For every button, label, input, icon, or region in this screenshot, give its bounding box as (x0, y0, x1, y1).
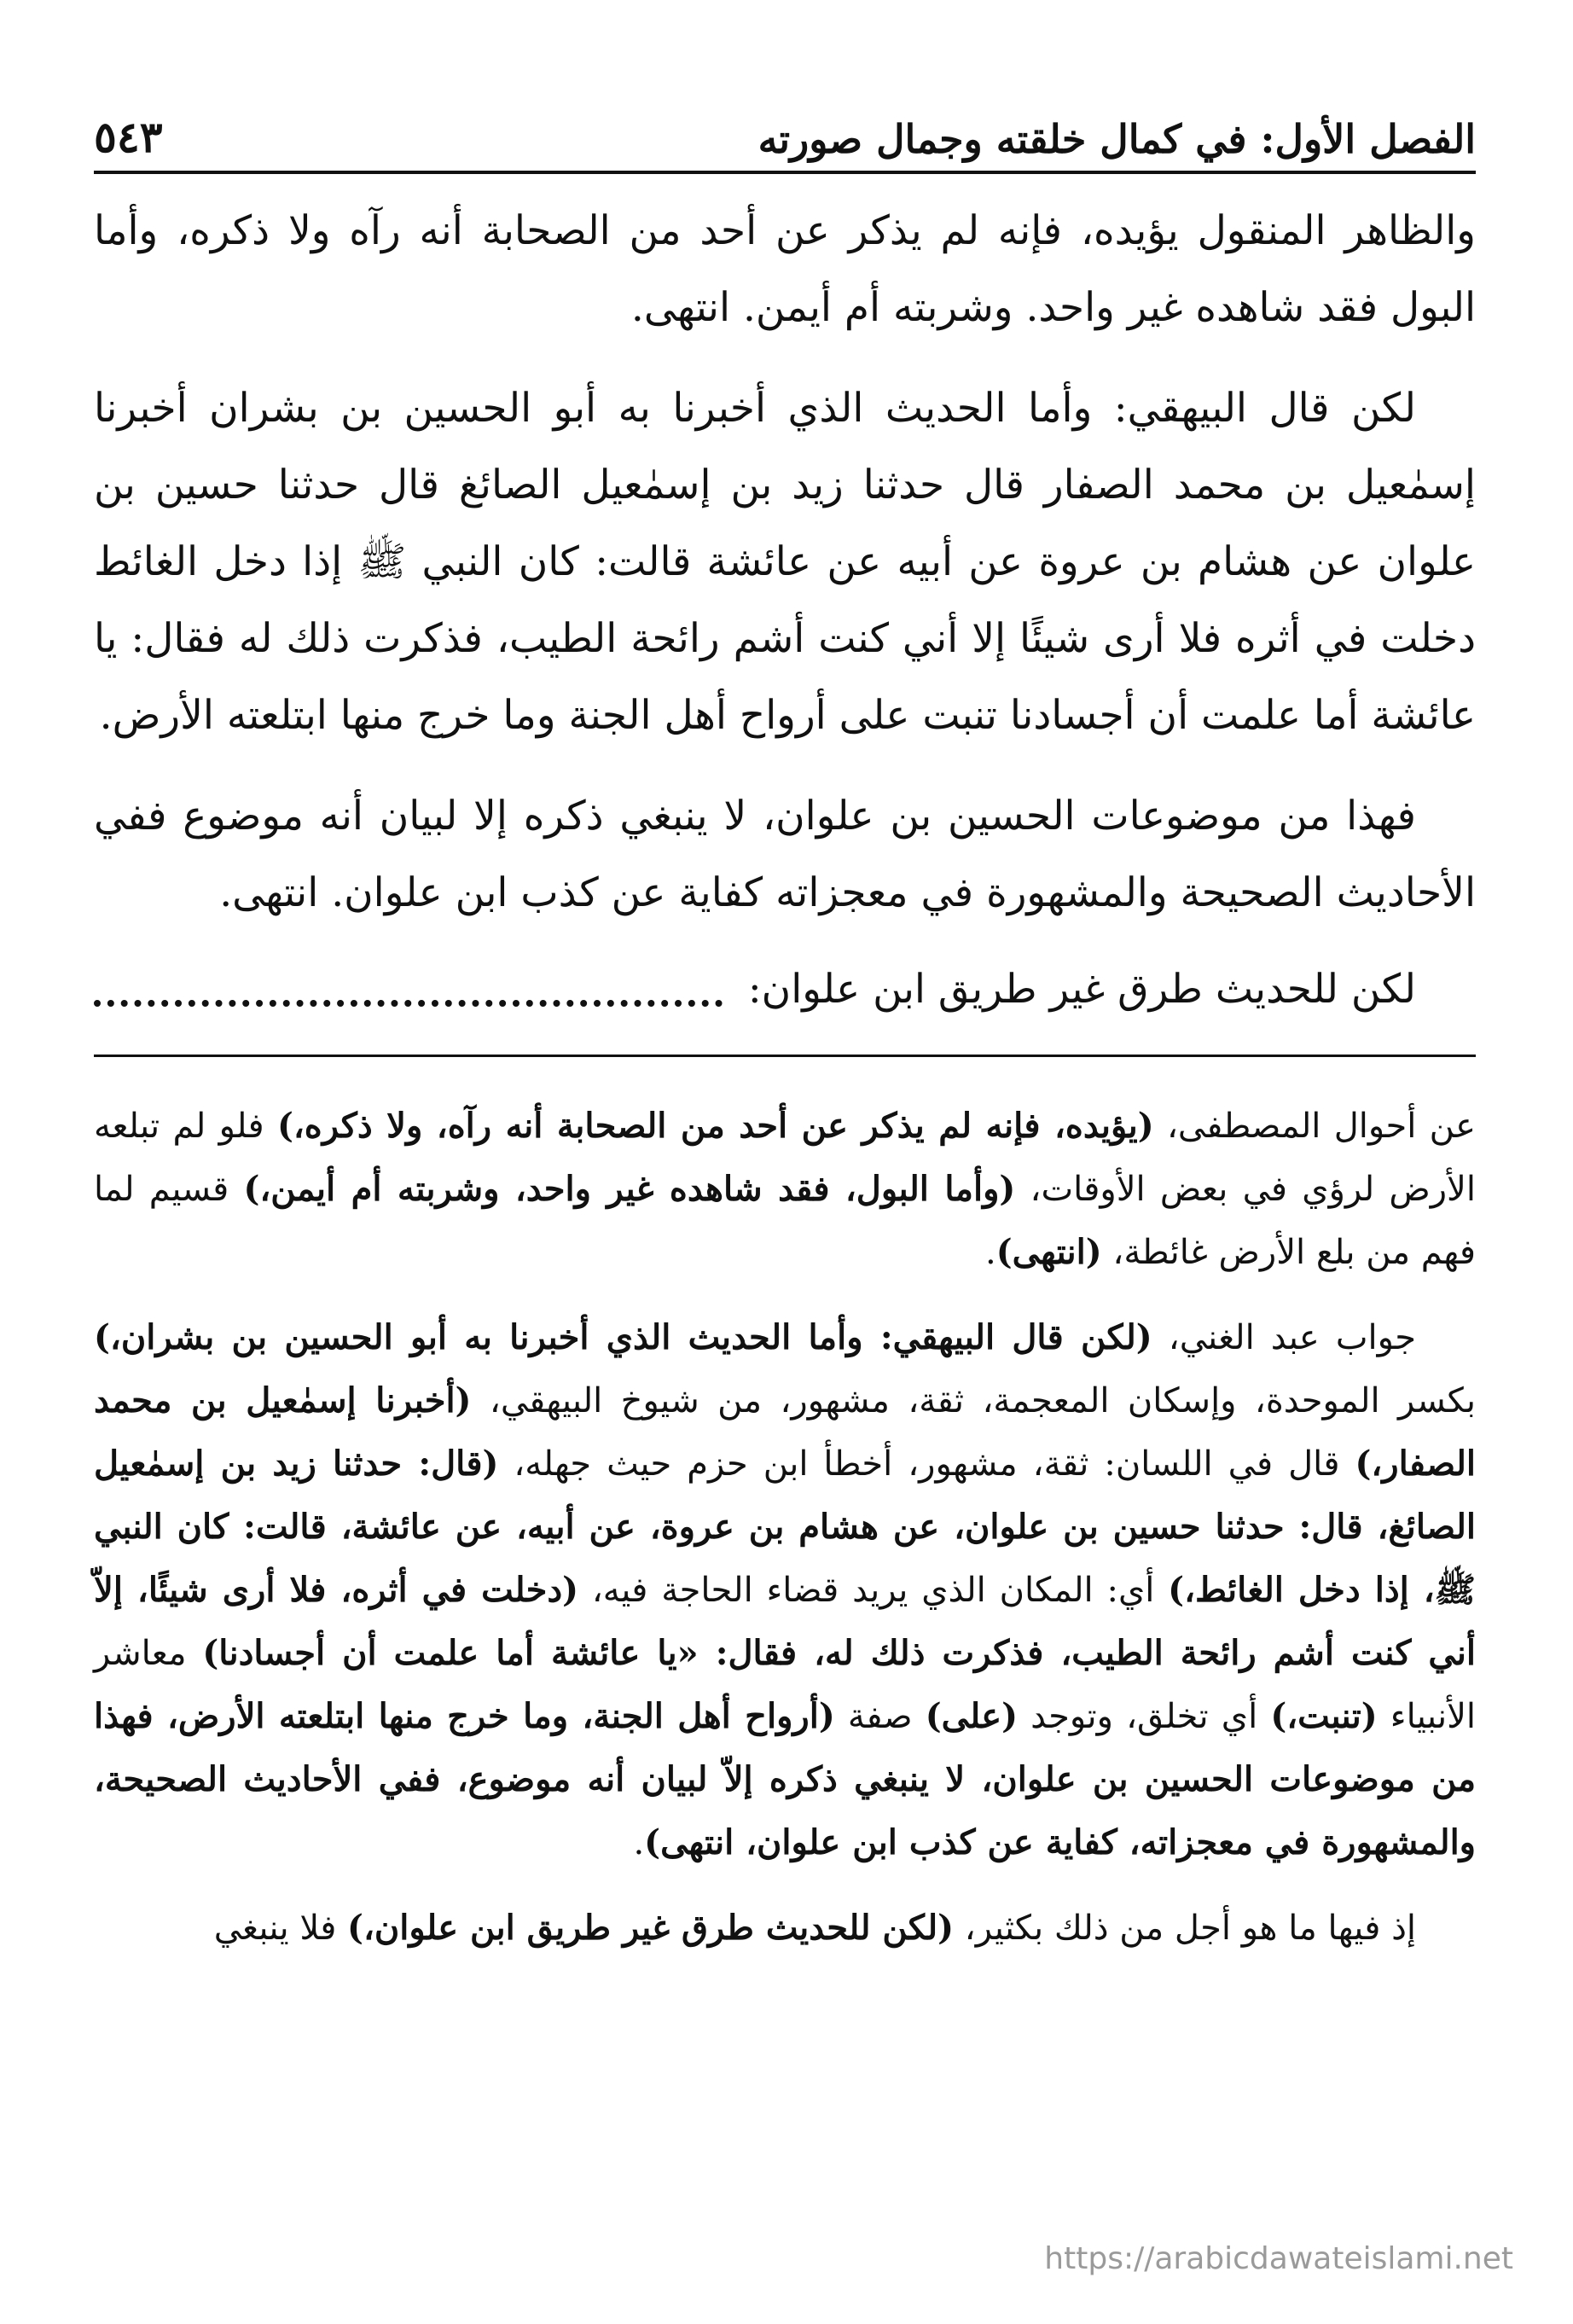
book-page (94, 77, 1476, 2295)
commentary-quote: (انتهى) (995, 1232, 1102, 1272)
commentary-quote: (لكن للحديث طرق غير طريق ابن علوان،) (347, 1908, 955, 1948)
commentary-paragraph-1 (94, 1095, 1476, 1284)
commentary-text: . (985, 1233, 996, 1272)
commentary-text: . (633, 1823, 645, 1862)
commentary-text: جواب عبد الغني، (1152, 1318, 1417, 1357)
commentary-text: معاشر الأنبياء (94, 1634, 1476, 1736)
commentary-text: قال في اللسان: ثقة، مشهور، أخطأ ابن حزم حيث جهله، (498, 1444, 1355, 1484)
commentary-text: فلا ينبغي (213, 1909, 348, 1948)
main-paragraph-4 (94, 956, 1476, 1024)
commentary-text: صفة (834, 1697, 926, 1736)
commentary-paragraph-3 (94, 1897, 1476, 1960)
commentary-quote: (أرواح أهل الجنة، وما خرج منها ابتلعته الأرض، فهذا من موضوعات الحسين بن علوان، لا ينبغي ذكره إلاّ لبيان أنه موضوع، ففي الأحاديث الصحيحة، والمشهورة في معجزاته، كفاية عن كذب ابن علوان، انتهى) (94, 1696, 1477, 1862)
running-header (94, 77, 1476, 174)
commentary-quote: (أخبرنا إسمٰعيل بن محمد الصفار،) (94, 1380, 1476, 1484)
commentary-text: عن أحوال المصطفى، (1153, 1107, 1477, 1146)
commentary-text: أي: المكان الذي يريد قضاء الحاجة فيه، (578, 1571, 1169, 1610)
commentary-quote: (تنبت،) (1270, 1696, 1378, 1736)
commentary-quote: (لكن قال البيهقي: وأما الحديث الذي أخبرنا به أبو الحسين بن بشران،) (94, 1317, 1152, 1357)
page-number: ٥٤٣ (94, 112, 163, 162)
main-paragraph-1: والظاهر المنقول يؤيده، فإنه لم يذكر عن أحد من الصحابة أنه رآه ولا ذكره، وأما البول فقد شاهده غير واحد. وشربته أم أيمن. انتهى. (94, 207, 1476, 331)
commentary-quote: (وأما البول، فقد شاهده غير واحد، وشربته أم أيمن،) (243, 1169, 1016, 1209)
chapter-title: الفصل الأول: في كمال خلقته وجمال صورته (757, 116, 1476, 162)
main-paragraph-4-text: لكن للحديث طرق غير طريق ابن علوان: (747, 966, 1416, 1013)
commentary-divider (94, 1055, 1476, 1057)
commentary-quote: (على) (925, 1696, 1019, 1736)
commentary-quote: (يؤيده، فإنه لم يذكر عن أحد من الصحابة أنه رآه، ولا ذكره،) (276, 1106, 1154, 1146)
main-paragraph-2: لكن قال البيهقي: وأما الحديث الذي أخبرنا به أبو الحسين بن بشران أخبرنا إسمٰعيل بن محمد الصفار قال حدثنا زيد بن إسمٰعيل الصائغ قال حدثنا حسين بن علوان عن هشام بن عروة عن أبيه عن عائشة قالت: كان النبي ﷺ إذا دخل الغائط دخلت في أثره فلا أرى شيئًا إلا أني كنت أشم رائحة الطيب، فذكرت ذلك له فقال: يا عائشة أما علمت أن أجسادنا تنبت على أرواح أهل الجنة وما خرج منها ابتلعته الأرض. (94, 385, 1476, 739)
commentary-text: بكسر الموحدة، وإسكان المعجمة، ثقة، مشهور، من شيوخ البيهقي، (471, 1381, 1476, 1421)
main-text (94, 193, 1476, 1024)
leader-dots (94, 973, 723, 1007)
commentary-quote: (قال: حدثنا زيد بن إسمٰعيل الصائغ، قال: حدثنا حسين بن علوان، عن هشام بن عروة، عن أبيه، عن عائشة، قالت: كان النبي ﷺ، إذا دخل الغائط،) (94, 1444, 1476, 1610)
commentary-text: فلو لم تبلعه الأرض لرؤي في بعض الأوقات، (94, 1107, 1476, 1209)
commentary-text: أي تخلق، وتوجد (1018, 1697, 1271, 1736)
main-paragraph-3: فهذا من موضوعات الحسين بن علوان، لا ينبغي ذكره إلا لبيان أنه موضوع ففي الأحاديث الصحيحة والمشهورة في معجزاته كفاية عن كذب ابن علوان. انتهى. (94, 793, 1476, 916)
commentary-text: إذ فيها ما هو أجل من ذلك بكثير، (954, 1909, 1416, 1948)
watermark-url: https://arabicdawateislami.net (1044, 2241, 1513, 2276)
commentary (94, 1095, 1476, 1960)
commentary-paragraph-2 (94, 1306, 1476, 1874)
commentary-quote: (دخلت في أثره، فلا أرى شيئًا، إلاّ أني كنت أشم رائحة الطيب، فذكرت ذلك له، فقال: «يا عائشة أما علمت أن أجسادنا) (94, 1570, 1476, 1673)
commentary-text: قسيم لما فهم من بلع الأرض غائطة، (94, 1170, 1476, 1272)
